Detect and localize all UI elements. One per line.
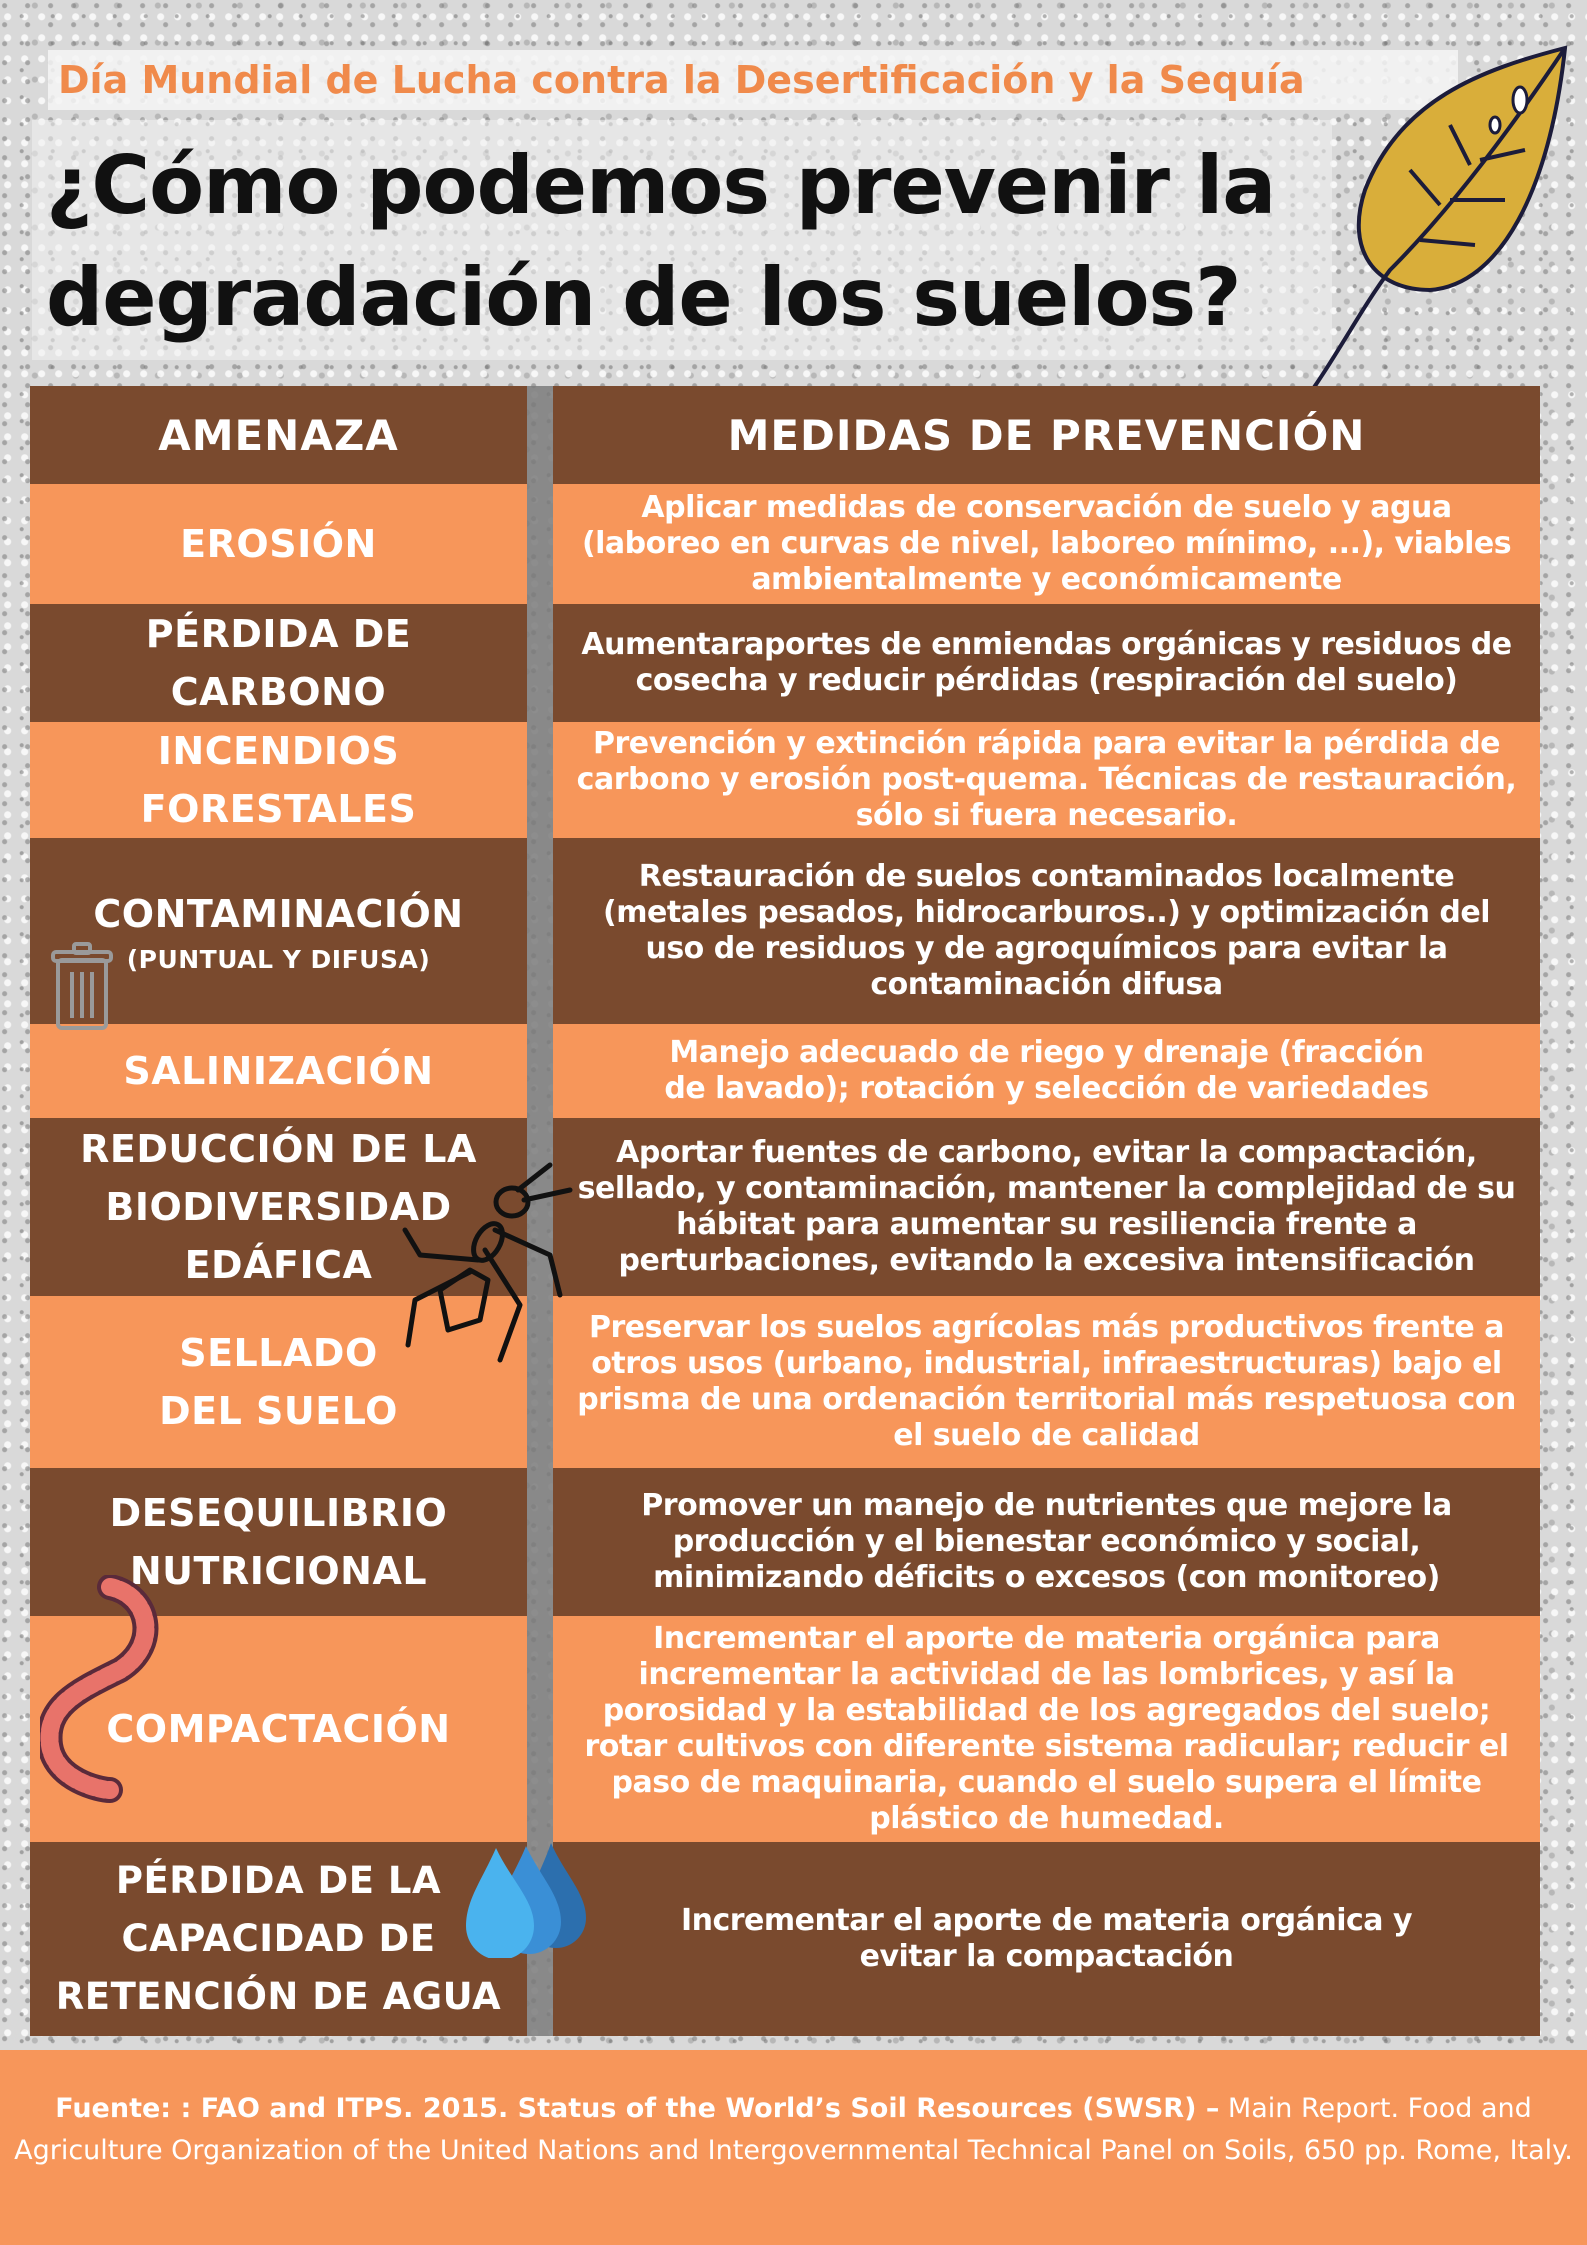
table-row xyxy=(30,838,1540,1024)
title-line-1: ¿Cómo podemos prevenir la xyxy=(46,139,1276,232)
source-footer xyxy=(0,2050,1587,2245)
threat-label: CONTAMINACIÓN xyxy=(93,892,464,936)
table-row xyxy=(30,484,1540,604)
water-drops-icon xyxy=(456,1838,591,1958)
page-title xyxy=(46,130,1346,354)
measure-text: Manejo adecuado de riego y drenaje (fracción de lavado); rotación y selección de variedades xyxy=(664,1035,1429,1106)
table-row xyxy=(30,1296,1540,1468)
title-line-2: degradación de los suelos? xyxy=(46,251,1241,344)
measure-text: Preservar los suelos agrícolas más productivos frente a otros usos (urbano, industrial, infraestructuras) bajo el prisma de una ordenación territorial más respetuosa con el suelo de calidad xyxy=(577,1310,1516,1453)
threat-label: SALINIZACIÓN xyxy=(123,1049,434,1093)
source-citation-bold: Fuente: : FAO and ITPS. 2015. Status of the World’s Soil Resources (SWSR) – xyxy=(55,2093,1220,2124)
threat-label: DESEQUILIBRIO NUTRICIONAL xyxy=(109,1491,448,1593)
table-row xyxy=(30,604,1540,722)
measure-text: Promover un manejo de nutrientes que mejore la producción y el bienestar económico y social, minimizando déficits o excesos (con monitoreo) xyxy=(641,1488,1452,1595)
threat-label: INCENDIOS FORESTALES xyxy=(140,729,417,831)
column-header-threat: AMENAZA xyxy=(158,410,399,460)
threat-label: COMPACTACIÓN xyxy=(106,1707,451,1751)
trash-can-icon xyxy=(50,942,114,1032)
table-header-row xyxy=(30,386,1540,484)
measure-text: Incrementar el aporte de materia orgánica para incrementar la actividad de las lombrices, y así la porosidad y la estabilidad de los agregados del suelo; rotar cultivos con diferente sistema radicular; reducir el paso de maquinaria, cuando el suelo supera el límite plástico de humedad. xyxy=(584,1621,1509,1836)
measure-text: Aportar fuentes de carbono, evitar la compactación, sellado, y contaminación, mantener la complejidad de su hábitat para aumentar su resiliencia frente a perturbaciones, evitando la excesiva intensificación xyxy=(577,1135,1516,1278)
leaf-icon xyxy=(1280,40,1580,420)
table-row xyxy=(30,1468,1540,1616)
table-row xyxy=(30,722,1540,838)
threat-label: PÉRDIDA DE LA CAPACIDAD DE RETENCIÓN DE AGUA xyxy=(55,1859,502,2018)
measure-text: Aplicar medidas de conservación de suelo y agua (laboreo en curvas de nivel, laboreo mínimo, ...), viables ambientalmente y económicamente xyxy=(581,490,1512,597)
measure-text: Aumentaraportes de enmiendas orgánicas y residuos de cosecha y reducir pérdidas (respiración del suelo) xyxy=(581,627,1512,698)
measure-text: Restauración de suelos contaminados localmente (metales pesados, hidrocarburos..) y optimización del uso de residuos y de agroquímicos para evitar la contaminación difusa xyxy=(603,859,1490,1002)
prevention-table xyxy=(30,386,1540,2036)
worm-icon xyxy=(40,1575,190,1805)
table-row xyxy=(30,1842,1540,2036)
threat-label: EROSIÓN xyxy=(180,522,377,566)
source-citation-rest: Main Report. Food and Agriculture Organization of the United Nations and Intergovernmental Technical Panel on Soils, 650 pp. Rome, Italy. xyxy=(14,2093,1573,2166)
table-row xyxy=(30,1616,1540,1842)
table-row xyxy=(30,1024,1540,1118)
subtitle: Día Mundial de Lucha contra la Desertificación y la Sequía xyxy=(58,58,1305,102)
ant-icon xyxy=(400,1160,580,1380)
table-row xyxy=(30,1118,1540,1296)
threat-label: SELLADO DEL SUELO xyxy=(159,1331,398,1433)
threat-label: PÉRDIDA DE CARBONO xyxy=(145,612,412,714)
threat-sublabel: (PUNTUAL Y DIFUSA) xyxy=(126,945,431,974)
column-header-measures: MEDIDAS DE PREVENCIÓN xyxy=(727,410,1366,460)
threat-label: REDUCCIÓN DE LA BIODIVERSIDAD EDÁFICA xyxy=(80,1127,477,1287)
measure-text: Incrementar el aporte de materia orgánica y evitar la compactación xyxy=(680,1903,1413,1974)
measure-text: Prevención y extinción rápida para evitar la pérdida de carbono y erosión post-quema. Técnicas de restauración, sólo si fuera necesario. xyxy=(576,726,1517,833)
